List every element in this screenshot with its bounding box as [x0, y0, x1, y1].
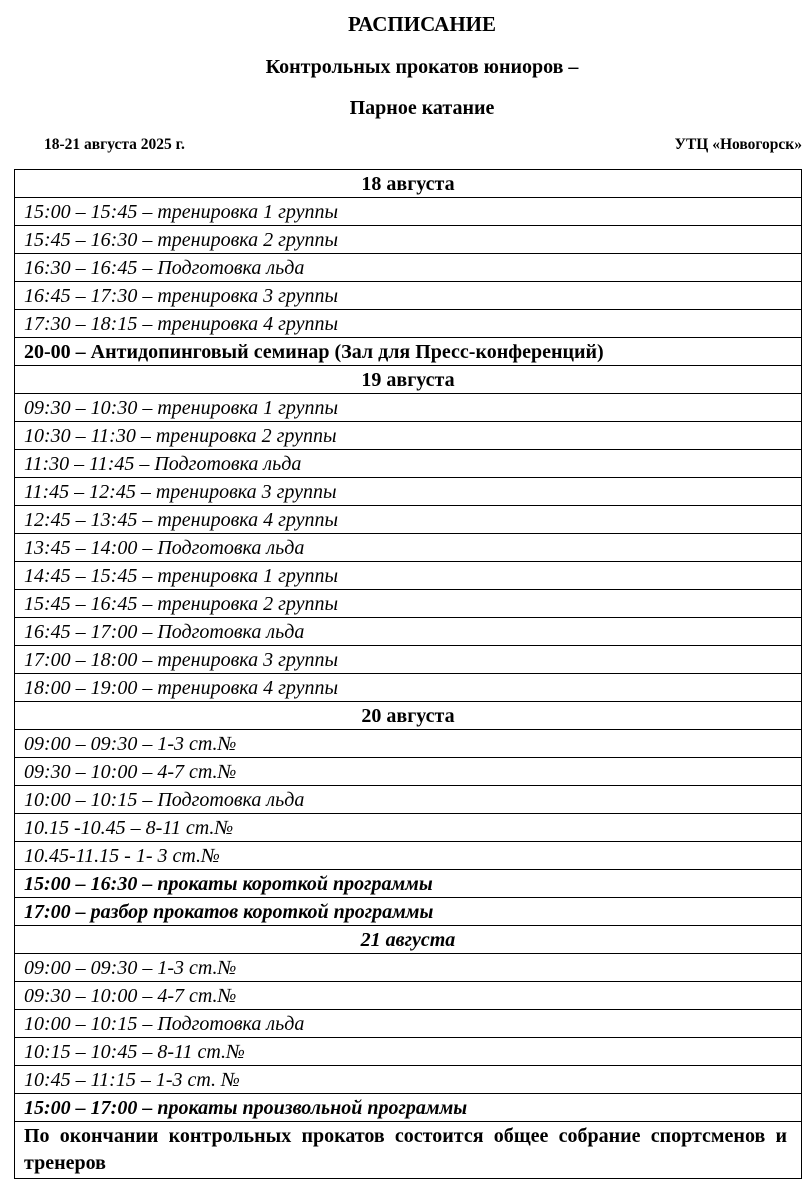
table-row: [15, 422, 802, 450]
slot-cell: 09:30 – 10:30 – тренировка 1 группы: [15, 394, 802, 422]
slot-cell: 12:45 – 13:45 – тренировка 4 группы: [15, 506, 802, 534]
event-dates: 18-21 августа 2025 г.: [44, 136, 185, 153]
table-row: [15, 842, 802, 870]
meta-line: [44, 137, 802, 153]
document-subtitle: Контрольных прокатов юниоров –: [265, 56, 579, 78]
slot-cell: 09:00 – 09:30 – 1-3 ст.№: [15, 730, 802, 758]
slot-cell: 15:00 – 15:45 – тренировка 1 группы: [15, 198, 802, 226]
day-header-row: [15, 926, 802, 954]
slot-cell: 10.45-11.15 - 1- 3 ст.№: [15, 842, 802, 870]
event-cell: 20-00 – Антидопинговый семинар (Зал для Пресс-конференций): [15, 338, 802, 366]
table-row: [15, 618, 802, 646]
slot-cell: 10:30 – 11:30 – тренировка 2 группы: [15, 422, 802, 450]
slot-cell: 11:45 – 12:45 – тренировка 3 группы: [15, 478, 802, 506]
table-row: [15, 674, 802, 702]
slot-cell: 10:45 – 11:15 – 1-3 ст. №: [15, 1066, 802, 1094]
closing-note-row: [15, 1122, 802, 1179]
slot-cell: 15:45 – 16:30 – тренировка 2 группы: [15, 226, 802, 254]
slot-cell: 09:30 – 10:00 – 4-7 ст.№: [15, 758, 802, 786]
slot-cell: 10.15 -10.45 – 8-11 ст.№: [15, 814, 802, 842]
day-header-row: [15, 170, 802, 198]
schedule-table: [14, 169, 802, 1179]
slot-cell: 16:45 – 17:00 – Подготовка льда: [15, 618, 802, 646]
slot-cell: 10:00 – 10:15 – Подготовка льда: [15, 1010, 802, 1038]
slot-cell: 13:45 – 14:00 – Подготовка льда: [15, 534, 802, 562]
event-row: [15, 338, 802, 366]
table-row: [15, 394, 802, 422]
slot-cell: 16:45 – 17:30 – тренировка 3 группы: [15, 282, 802, 310]
slot-cell: 18:00 – 19:00 – тренировка 4 группы: [15, 674, 802, 702]
slot-cell: 15:45 – 16:45 – тренировка 2 группы: [15, 590, 802, 618]
slot-cell: 17:30 – 18:15 – тренировка 4 группы: [15, 310, 802, 338]
closing-note: По окончании контрольных прокатов состоится общее собрание спортсменов и тренеров: [15, 1122, 802, 1179]
slot-cell: 14:45 – 15:45 – тренировка 1 группы: [15, 562, 802, 590]
table-row: [15, 954, 802, 982]
table-row: [15, 786, 802, 814]
table-row: [15, 1066, 802, 1094]
table-row: [15, 198, 802, 226]
table-row: [15, 758, 802, 786]
slot-cell: 16:30 – 16:45 – Подготовка льда: [15, 254, 802, 282]
slot-cell: 11:30 – 11:45 – Подготовка льда: [15, 450, 802, 478]
table-row: [15, 254, 802, 282]
slot-cell: 09:00 – 09:30 – 1-3 ст.№: [15, 954, 802, 982]
table-row: [15, 310, 802, 338]
table-row: [15, 506, 802, 534]
event-row: [15, 870, 802, 898]
day-date: 20 августа: [15, 702, 802, 730]
slot-cell: 10:00 – 10:15 – Подготовка льда: [15, 786, 802, 814]
event-cell: 17:00 – разбор прокатов короткой программы: [15, 898, 802, 926]
table-row: [15, 814, 802, 842]
slot-cell: 17:00 – 18:00 – тренировка 3 группы: [15, 646, 802, 674]
day-date: 18 августа: [15, 170, 802, 198]
slot-cell: 10:15 – 10:45 – 8-11 ст.№: [15, 1038, 802, 1066]
day-header-row: [15, 702, 802, 730]
table-row: [15, 478, 802, 506]
day-date: 19 августа: [15, 366, 802, 394]
table-row: [15, 534, 802, 562]
event-row: [15, 1094, 802, 1122]
slot-cell: 09:30 – 10:00 – 4-7 ст.№: [15, 982, 802, 1010]
event-venue: УТЦ «Новогорск»: [674, 136, 802, 153]
table-row: [15, 590, 802, 618]
table-row: [15, 730, 802, 758]
document-title: РАСПИСАНИЕ: [347, 12, 497, 36]
table-row: [15, 982, 802, 1010]
table-row: [15, 282, 802, 310]
event-row: [15, 898, 802, 926]
event-cell: 15:00 – 17:00 – прокаты произвольной программы: [15, 1094, 802, 1122]
table-row: [15, 450, 802, 478]
table-row: [15, 1010, 802, 1038]
table-row: [15, 226, 802, 254]
table-row: [15, 1038, 802, 1066]
day-date: 21 августа: [15, 926, 802, 954]
day-header-row: [15, 366, 802, 394]
event-cell: 15:00 – 16:30 – прокаты короткой программы: [15, 870, 802, 898]
table-row: [15, 562, 802, 590]
table-row: [15, 646, 802, 674]
discipline-title: Парное катание: [349, 97, 495, 119]
